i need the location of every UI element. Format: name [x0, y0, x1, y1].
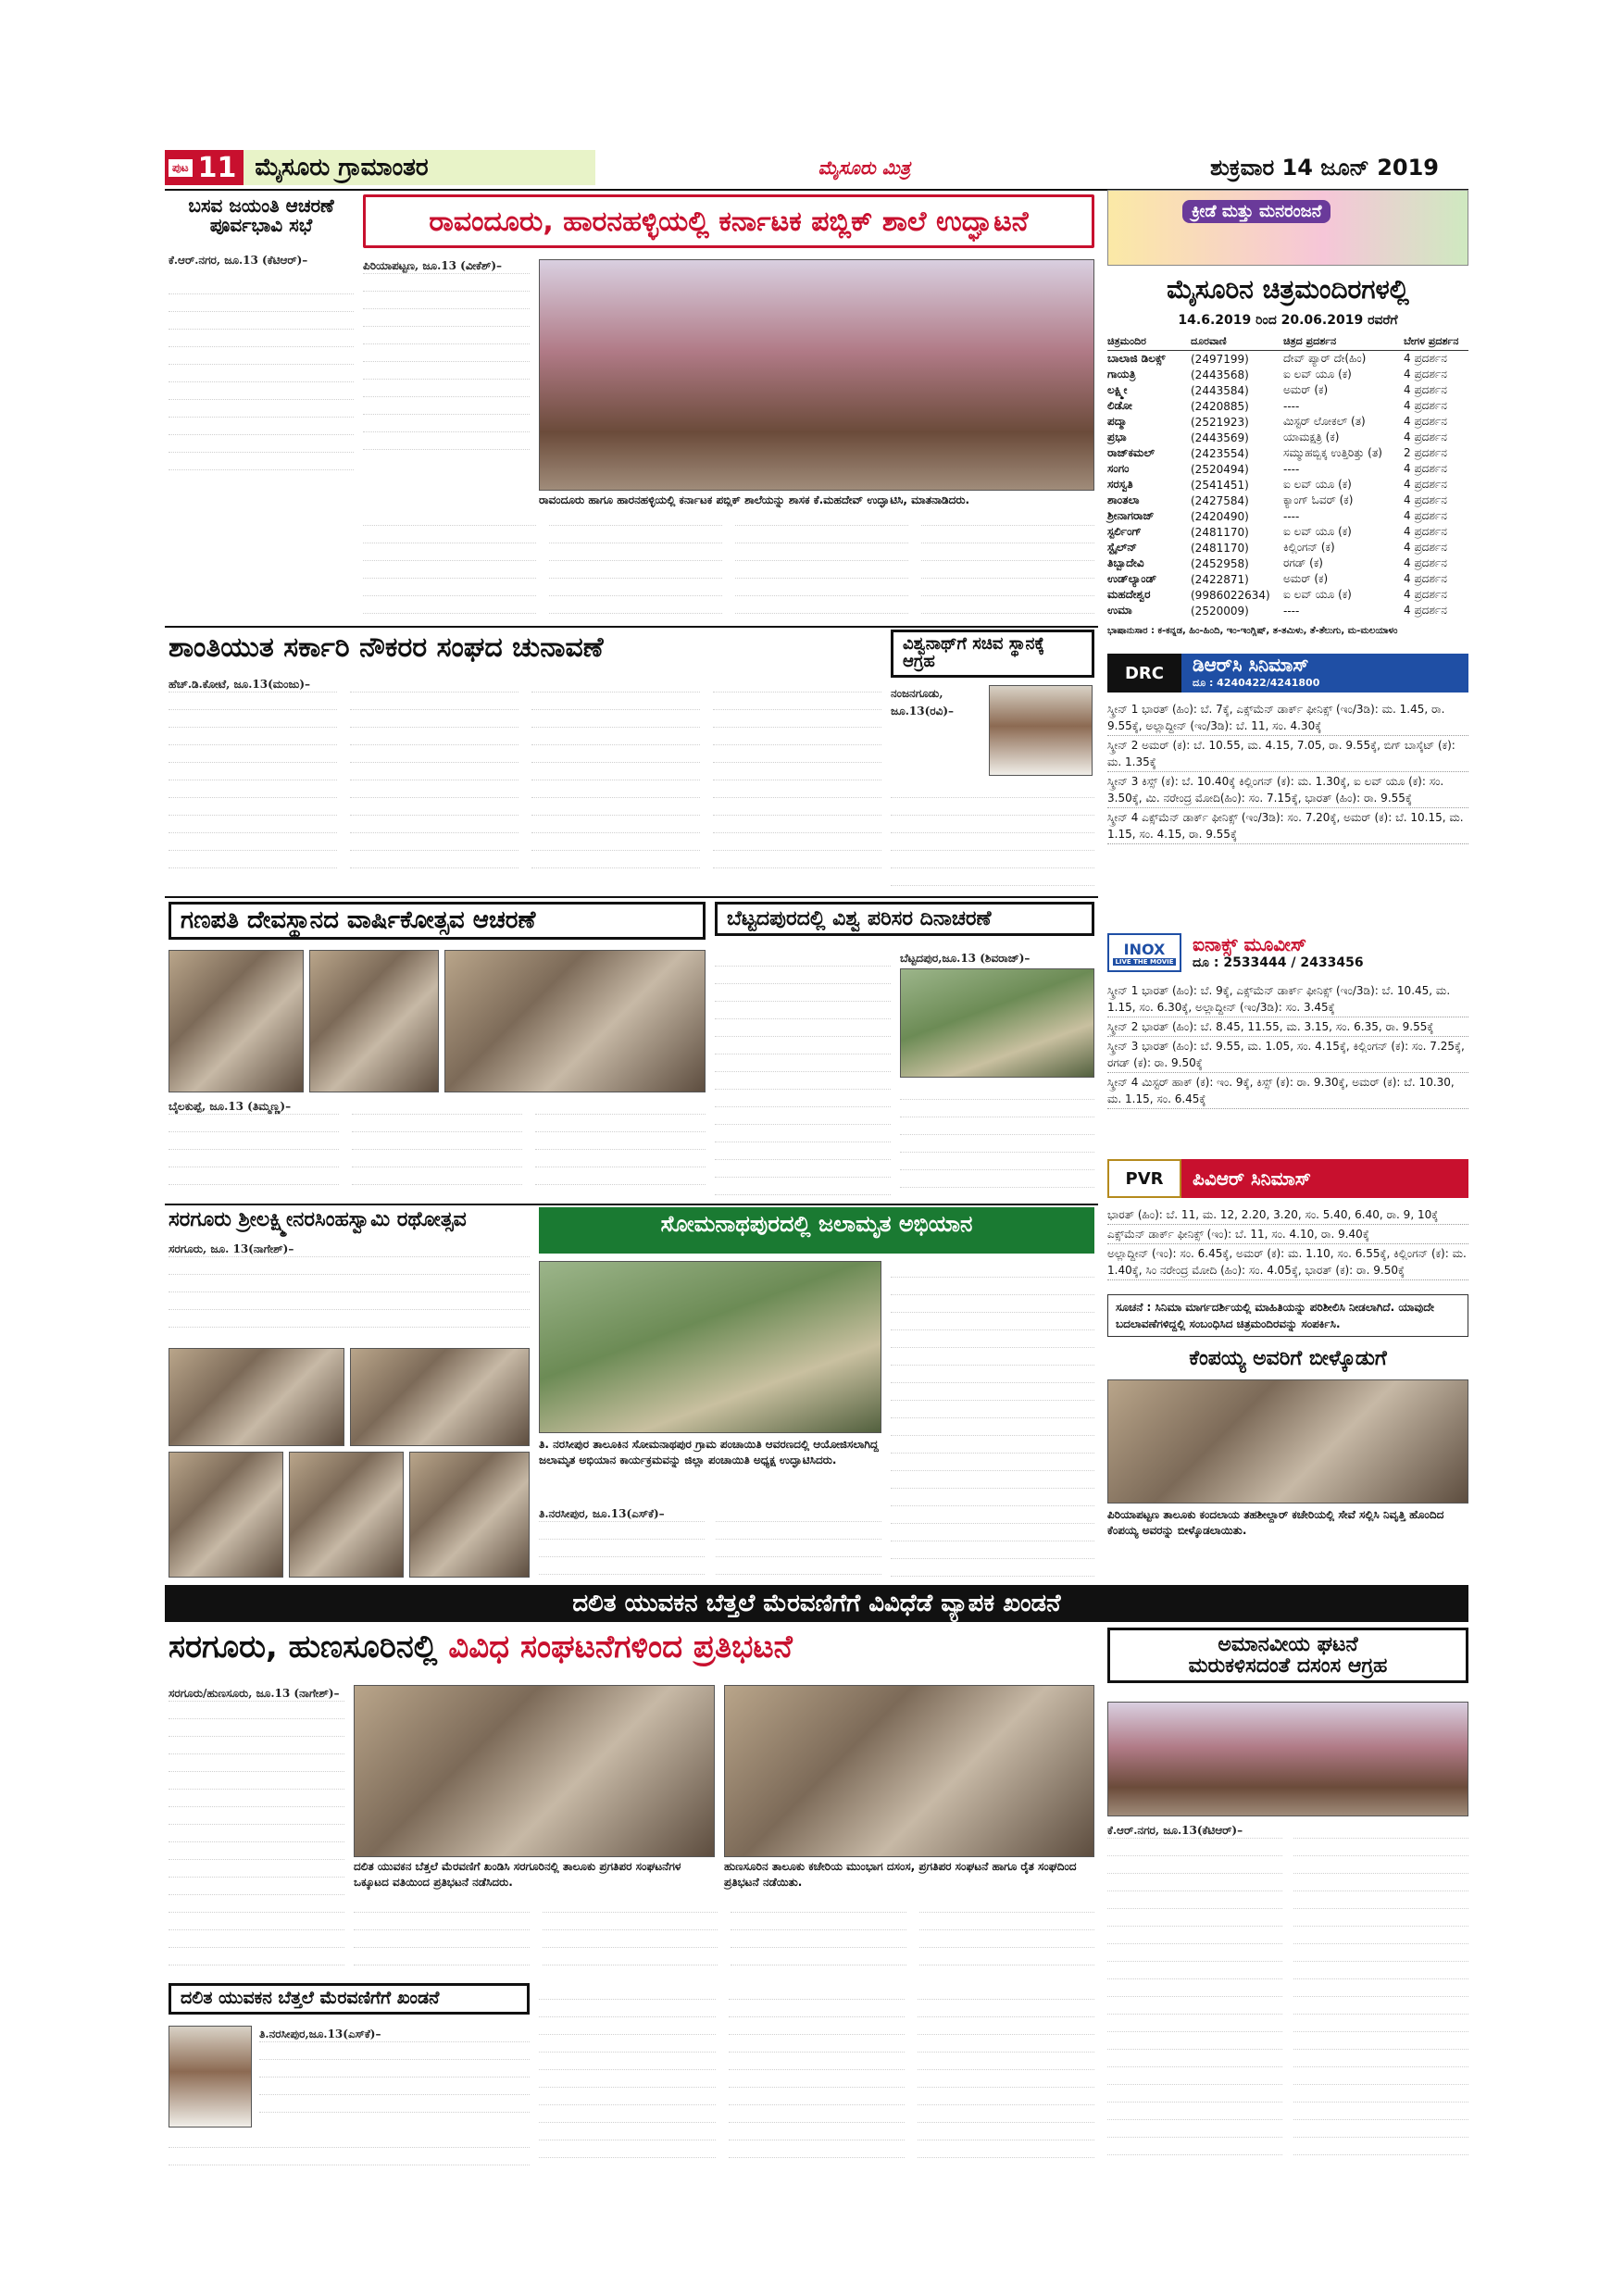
vishwanath-body	[891, 781, 1094, 891]
sargur-protest-caption-2: ಹುಣಸೂರಿನ ತಾಲೂಕು ಕಚೇರಿಯ ಮುಂಭಾಗ ದಸಂಸ, ಪ್ರಗತಿಪರ ಸಂಘಟನೆ ಹಾಗೂ ರೈತ ಸಂಘದಿಂದ ಪ್ರತಿಭಟನೆ ನಡೆಯಿತು.	[724, 1859, 1094, 1890]
cinema-phone: (2427584)	[1191, 493, 1249, 507]
cinema-row	[1107, 603, 1468, 618]
ravandur-photo	[539, 259, 1094, 491]
bettadapura-dateline: ಬೆಟ್ಟದಪುರ,ಜೂ.13 (ಶಿವರಾಜ್)–	[900, 952, 1031, 965]
cinema-theatre: ಶಾಂತಲಾ	[1107, 493, 1140, 506]
basava-dateline: ಕೆ.ಆರ್.ನಗರ, ಜೂ.13 (ಕೆಟಿಆರ್)–	[169, 254, 308, 267]
sargur-protest-body-2	[354, 1896, 1094, 1976]
cinema-phone: (2481170)	[1191, 525, 1249, 539]
rathotsava-photo-1	[169, 1348, 344, 1446]
ravandur-body	[363, 509, 1094, 618]
dalit-khandane-portrait	[169, 2026, 252, 2128]
somanathapura-body	[539, 1505, 881, 1578]
dalit-banner: ದಲಿತ ಯುವಕನ ಬೆತ್ತಲೆ ಮೆರವಣಿಗೆಗೆ ವಿವಿಧೆಡೆ ವ್ಯಾಪಕ ಖಂಡನೆ	[165, 1585, 1468, 1622]
cinema-theatre: ತಿಬ್ಬಾದೇವಿ	[1107, 556, 1144, 569]
cinema-guide-title: ಮೈಸೂರಿನ ಚಿತ್ರಮಂದಿರಗಳಲ್ಲಿ	[1167, 274, 1409, 305]
cinema-theatre: ಸ್ಟೈಲ್‌ನ್	[1107, 541, 1137, 554]
ganapati-dateline: ಬೈಲಕುಪ್ಪೆ, ಜೂ.13 (ತಿಮ್ಮಣ್ಣ)–	[169, 1098, 339, 1115]
cinema-phone: (2521923)	[1191, 415, 1249, 429]
dalit-khandane-body	[259, 2026, 530, 2128]
inox-screen-2: ಸ್ಕ್ರೀನ್ 2 ಭಾರತ್ (ಹಿಂ): ಬೆ. 8.45, 11.55, ಮ. 3.15, ಸಂ. 6.35, ರಾ. 9.55ಕ್ಕೆ	[1107, 1017, 1468, 1037]
cinema-phone: (2423554)	[1191, 446, 1249, 460]
cinema-shows: 4 ಪ್ರದರ್ಶನ	[1404, 509, 1447, 522]
dalit-khandane-headline: ದಲಿತ ಯುವಕನ ಬೆತ್ತಲೆ ಮೆರವಣಿಗೆಗೆ ಖಂಡನೆ	[169, 1983, 530, 2015]
row-divider	[165, 626, 1098, 628]
drc-title-block	[1181, 654, 1468, 693]
ravandur-caption: ರಾವಂದೂರು ಹಾಗೂ ಹಾರನಹಳ್ಳಿಯಲ್ಲಿ ಕರ್ನಾಟಕ ಪಬ್ಲಿಕ್ ಶಾಲೆಯನ್ನು ಶಾಸಕ ಕೆ.ಮಹದೇವ್ ಉದ್ಘಾಟಿಸಿ, ಮಾತನಾಡಿದರು.	[539, 493, 1094, 508]
cinema-row	[1107, 367, 1468, 382]
paper-logo: ಮೈಸೂರು ಮಿತ್ರ	[818, 156, 911, 179]
amanaviya-headline-2: ಮರುಕಳಿಸದಂತೆ ದಸಂಸ ಆಗ್ರಹ	[1188, 1654, 1388, 1678]
cinema-theatre: ಸರಸ್ವತಿ	[1107, 478, 1133, 491]
cinema-phone: (2443584)	[1191, 383, 1249, 397]
cinema-movie: ----	[1283, 462, 1300, 476]
cinema-shows: 4 ಪ್ರದರ್ಶನ	[1404, 368, 1447, 381]
cinema-movie: ಮಿಸ್ಟರ್ ಲೋಕಲ್ (ತ)	[1283, 415, 1366, 428]
somanathapura-photo	[539, 1261, 881, 1433]
inox-screen-4: ಸ್ಕ್ರೀನ್ 4 ಮಿಸ್ಟರ್ ಹಾಕ್ (ಕ): ಇಂ. 9ಕ್ಕೆ, ಕಿಸ್ಸ್ (ಕ): ರಾ. 9.30ಕ್ಕೆ, ಅಮರ್ (ಕ): ಬೆ. 10.30, ಮ. 1.15, ಸಂ. 6.45ಕ್ಕೆ	[1107, 1073, 1468, 1109]
cinema-movie: ----	[1283, 509, 1300, 523]
sargur-protest-headline	[169, 1628, 1085, 1666]
inox-title-block	[1181, 933, 1468, 972]
cinema-row	[1107, 571, 1468, 587]
masthead	[165, 148, 1461, 187]
inox-title: ಐನಾಕ್ಸ್ ಮೂವೀಸ್	[1193, 933, 1307, 955]
cinema-row	[1107, 540, 1468, 555]
somanathapura-caption: ತಿ. ನರಸೀಪುರ ತಾಲೂಕಿನ ಸೋಮನಾಥಪುರ ಗ್ರಾಮ ಪಂಚಾಯಿತಿ ಆವರಣದಲ್ಲಿ ಆಯೋಜಿಸಲಾಗಿದ್ದ ಜಲಾಮೃತ ಅಭಿಯಾನ ಕಾರ್ಯಕ್ರಮವನ್ನು ಜಿಲ್ಲಾ ಪಂಚಾಯಿತಿ ಅಧ್ಯಕ್ಷ ಉದ್ಘಾಟಿಸಿದರು.	[539, 1437, 881, 1468]
row-divider	[165, 1204, 1098, 1205]
drc-phone: ದೂ : 4240422/4241800	[1193, 677, 1320, 689]
cinema-row	[1107, 461, 1468, 477]
amanaviya-body	[1107, 1822, 1468, 2177]
ganapati-headline: ಗಣಪತಿ ದೇವಸ್ಥಾನದ ವಾರ್ಷಿಕೋತ್ಸವ ಆಚರಣೆ	[169, 902, 706, 940]
cinema-shows: 4 ಪ್ರದರ್ಶನ	[1404, 383, 1447, 396]
pvr-title: ಪಿವಿಆರ್ ಸಿನಿಮಾಸ್	[1181, 1159, 1468, 1198]
vishwanath-headline: ವಿಶ್ವನಾಥ್‌ಗೆ ಸಚಿವ ಸ್ಥಾನಕ್ಕೆ ಆಗ್ರಹ	[891, 630, 1094, 678]
kempayya-photo	[1107, 1379, 1468, 1504]
cinema-row	[1107, 382, 1468, 398]
cinema-row	[1107, 493, 1468, 508]
cinema-movie: ಐ ಲವ್ ಯೂ (ಕ)	[1283, 478, 1352, 491]
drc-screen-1: ಸ್ಕ್ರೀನ್ 1 ಭಾರತ್ (ಹಿಂ): ಬೆ. 7ಕ್ಕೆ, ಎಕ್ಸ್‌ಮೆನ್ ಡಾರ್ಕ್ ಫೀನಿಕ್ಸ್ (ಇಂ/3ಡಿ): ಮ. 1.45, ರಾ. 9.55ಕ್ಕೆ, ಅಲ್ಲಾದ್ದೀನ್ (ಇಂ/3ಡಿ): ಬೆ. 11, ಸಂ. 4.30ಕ್ಕೆ	[1107, 700, 1468, 736]
amanaviya-headline-1: ಅಮಾನವೀಯ ಘಟನೆ	[1218, 1633, 1358, 1656]
cinema-theatre: ಲಕ್ಷ್ಮೀ	[1107, 383, 1128, 396]
cinema-theatre: ಬಾಲಾಜಿ ಡಿಲಕ್ಸ್	[1107, 352, 1166, 365]
sargur-lakshmi-headline: ಸರಗೂರು ಶ್ರೀಲಕ್ಷ್ಮೀನರಸಿಂಹಸ್ವಾಮಿ ರಥೋತ್ಸವ	[169, 1208, 467, 1231]
inox-logo-text: INOX	[1123, 940, 1166, 958]
sargur-protest-photo-1	[354, 1685, 715, 1857]
rathotsava-photo-4	[289, 1452, 404, 1578]
page-number-badge	[165, 150, 244, 185]
cinema-phone: (2481170)	[1191, 541, 1249, 555]
vishwanath-dateline: ನಂಜನಗೂಡು, ಜೂ.13(ರವಿ)–	[891, 687, 955, 718]
cinema-shows: 4 ಪ್ರದರ್ಶನ	[1404, 415, 1447, 428]
pvr-banner	[1107, 1157, 1468, 1200]
basava-body	[169, 278, 354, 472]
pvr-show-3: ಅಲ್ಲಾದ್ದೀನ್ (ಇಂ): ಸಂ. 6.45ಕ್ಕೆ, ಅಮರ್ (ಕ): ಮ. 1.10, ಸಂ. 6.55ಕ್ಕೆ, ಕಿಲ್ಲಿಂಗನ್ (ಕ): ಮ. 1.40ಕ್ಕೆ, ಸಿಂ ನರೇಂದ್ರ ಮೋದಿ (ಹಿಂ): ಸಂ. 4.05ಕ್ಕೆ, ಭಾರತ್ (ಕ): ರಾ. 9.50ಕ್ಕೆ	[1107, 1244, 1468, 1280]
ravandur-dateline: ಪಿರಿಯಾಪಟ್ಟಣ, ಜೂ.13 (ವೀಕೆಶ್)–	[363, 257, 530, 274]
cinema-shows: 4 ಪ್ರದರ್ಶನ	[1404, 572, 1447, 585]
page-label: ಪುಟ	[169, 159, 193, 177]
hunsur-protest-photo	[724, 1685, 1094, 1857]
somanathapura-body-2	[891, 1261, 1094, 1578]
cinema-movie: ----	[1283, 399, 1300, 413]
cinema-phone: (2541451)	[1191, 478, 1249, 492]
ravandur-headline: ರಾವಂದೂರು, ಹಾರನಹಳ್ಳಿಯಲ್ಲಿ ಕರ್ನಾಟಕ ಪಬ್ಲಿಕ್ ಶಾಲೆ ಉದ್ಘಾಟನೆ	[363, 194, 1094, 248]
cinema-theatre: ಪ್ರಭಾ	[1107, 430, 1127, 443]
inox-screen-3: ಸ್ಕ್ರೀನ್ 3 ಭಾರತ್ (ಹಿಂ): ಬೆ. 9.55, ಮ. 1.05, ಸಂ. 4.15ಕ್ಕೆ, ಕಿಲ್ಲಿಂಗನ್ (ಕ): ಸಂ. 7.25ಕ್ಕೆ, ರಗಡ್ (ಕ): ರಾ. 9.50ಕ್ಕೆ	[1107, 1037, 1468, 1073]
shantiyuta-body	[169, 676, 881, 880]
inox-phone: ದೂ : 2533444 / 2433456	[1193, 955, 1364, 970]
cinema-phone: (2443568)	[1191, 368, 1249, 381]
drc-title: ಡಿಆರ್‌ಸಿ ಸಿನಿಮಾಸ್	[1193, 654, 1309, 676]
cinema-phone: (2420490)	[1191, 509, 1249, 523]
rathotsava-photo-3	[169, 1452, 283, 1578]
cinema-theatre: ಪದ್ಮಾ	[1107, 415, 1128, 428]
cinema-theatre: ರಾಜ್‌ಕಮಲ್	[1107, 446, 1156, 459]
cinema-theatre: ಸಂಗಂ	[1107, 462, 1130, 475]
cinema-movie: ----	[1283, 604, 1300, 618]
drc-screen-3: ಸ್ಕ್ರೀನ್ 3 ಕಿಸ್ಸ್ (ಕ): ಬೆ. 10.40ಕ್ಕೆ ಕಿಲ್ಲಿಂಗನ್ (ಕ): ಮ. 1.30ಕ್ಕೆ, ಐ ಲವ್ ಯೂ (ಕ): ಸಂ. 3.50ಕ್ಕೆ, ಮಿ. ನರೇಂದ್ರ ಮೋದಿ(ಹಿಂ): ಸಂ. 7.15ಕ್ಕೆ, ಭಾರತ್ (ಹಿಂ): ರಾ. 9.55ಕ್ಕೆ	[1107, 772, 1468, 808]
inox-logo-sub: LIVE THE MOVIE	[1115, 957, 1174, 966]
ganapati-body	[169, 1098, 706, 1198]
cinema-row	[1107, 398, 1468, 414]
cinema-col-phone: ದೂರವಾಣಿ	[1191, 333, 1283, 351]
cinema-theatre: ಸ್ಟರ್ಲಿಂಗ್	[1107, 525, 1142, 538]
sports-banner-title: ಕ್ರೀಡೆ ಮತ್ತು ಮನರಂಜನೆ	[1182, 200, 1330, 223]
drc-shows	[1107, 700, 1468, 844]
sargur-protest-body-3	[539, 1983, 1094, 2177]
pvr-show-2: ಎಕ್ಸ್‌ಮೆನ್ ಡಾರ್ಕ್ ಫೀನಿಕ್ಸ್ (ಇಂ): ಬೆ. 11, ಸಂ. 4.10, ರಾ. 9.40ಕ್ಕೆ	[1107, 1225, 1468, 1244]
ganapati-photo-1	[169, 950, 304, 1092]
shantiyuta-headline: ಶಾಂತಿಯುತ ಸರ್ಕಾರಿ ನೌಕರರ ಸಂಘದ ಚುನಾವಣೆ	[169, 631, 604, 664]
cinema-row	[1107, 445, 1468, 461]
kempayya-headline: ಕೆಂಪಯ್ಯ ಅವರಿಗೆ ಬೀಳ್ಕೊಡುಗೆ	[1189, 1347, 1387, 1370]
cinema-movie: ಐ ಲವ್ ಯೂ (ಕ)	[1283, 525, 1352, 538]
sargur-protest-headline-red: ವಿವಿಧ ಸಂಘಟನೆಗಳಿಂದ ಪ್ರತಿಭಟನೆ	[448, 1628, 793, 1666]
bettadapura-body	[715, 950, 891, 1198]
cinema-legend: ಭಾಷಾನುಸಾರ : ಕ-ಕನ್ನಡ, ಹಿಂ-ಹಿಂದಿ, ಇಂ-ಇಂಗ್ಲಿಷ್, ತ-ತಮಿಳು, ತೆ-ತೆಲುಗು, ಮ-ಮಲಯಾಳಂ	[1107, 626, 1398, 636]
drc-logo: DRC	[1107, 654, 1181, 693]
dalit-khandane-dateline: ತಿ.ನರಸೀಪುರ,ಜೂ.13(ಎಸ್‌ಕೆ)–	[259, 2026, 530, 2042]
cinema-row	[1107, 508, 1468, 524]
rathotsava-photo-5	[409, 1452, 530, 1578]
section-title: ಮೈಸೂರು ಗ್ರಾಮಾಂತರ	[244, 150, 595, 185]
pvr-show-1: ಭಾರತ್ (ಹಿಂ): ಬೆ. 11, ಮ. 12, 2.20, 3.20, ಸಂ. 5.40, 6.40, ರಾ. 9, 10ಕ್ಕೆ	[1107, 1205, 1468, 1225]
drc-screen-2: ಸ್ಕ್ರೀನ್ 2 ಅಮರ್ (ಕ): ಬೆ. 10.55, ಮ. 4.15, 7.05, ರಾ. 9.55ಕ್ಕೆ, ಬಿಗ್ ಬಾಸ್ಕೆಟ್ (ಕ): ಮ. 1.35ಕ್ಕೆ	[1107, 736, 1468, 772]
cinema-theatre: ಉಮಾ	[1107, 604, 1132, 617]
cinema-phone: (2422871)	[1191, 572, 1249, 586]
cinema-row	[1107, 414, 1468, 430]
cinema-shows: 4 ಪ್ರದರ್ಶನ	[1404, 493, 1447, 506]
cinema-movie: ಐ ಲವ್ ಯೂ (ಕ)	[1283, 368, 1352, 381]
somanathapura-headline: ಸೋಮನಾಥಪುರದಲ್ಲಿ ಜಲಾಮೃತ ಅಭಿಯಾನ	[539, 1207, 1094, 1254]
sargur-protest-body-1	[169, 1685, 344, 1976]
sargur-lakshmi-dateline: ಸರಗೂರು, ಜೂ. 13(ನಾಗೇಶ್)–	[169, 1241, 530, 1257]
cinema-row	[1107, 524, 1468, 540]
issue-date: ಶುಕ್ರವಾರ 14 ಜೂನ್ 2019	[1210, 155, 1439, 181]
cinema-shows: 4 ಪ್ರದರ್ಶನ	[1404, 399, 1447, 412]
bettadapura-body-2	[900, 1083, 1094, 1198]
cinema-shows: 4 ಪ್ರದರ್ಶನ	[1404, 588, 1447, 601]
rathotsava-photo-2	[350, 1348, 530, 1446]
cinema-theatre: ಶ್ರೀನಾಗರಾಜ್	[1107, 509, 1155, 522]
cinema-theatre: ಮಹದೇಶ್ವರ	[1107, 588, 1151, 601]
cinema-shows: 4 ಪ್ರದರ್ಶನ	[1404, 352, 1447, 365]
cinema-guide-date-range: 14.6.2019 ರಿಂದ 20.06.2019 ರವರೆಗೆ	[1178, 313, 1398, 328]
cinema-phone: (2497199)	[1191, 352, 1249, 366]
cinema-movie: ರಗಡ್ (ಕ)	[1283, 556, 1323, 569]
somanathapura-dateline: ತಿ.ನರಸೀಪುರ, ಜೂ.13(ಎಸ್‌ಕೆ)–	[539, 1505, 705, 1522]
cinema-phone: (2420885)	[1191, 399, 1249, 413]
cinema-shows: 4 ಪ್ರದರ್ಶನ	[1404, 462, 1447, 475]
cinema-row	[1107, 351, 1468, 368]
inox-shows	[1107, 981, 1468, 1109]
drc-screen-4: ಸ್ಕ್ರೀನ್ 4 ಎಕ್ಸ್‌ಮೆನ್ ಡಾರ್ಕ್ ಫೀನಿಕ್ಸ್ (ಇಂ/3ಡಿ): ಸಂ. 7.20ಕ್ಕೆ, ಅಮರ್ (ಕ): ಬೆ. 10.15, ಮ. 1.15, ಸಂ. 4.15, ರಾ. 9.55ಕ್ಕೆ	[1107, 808, 1468, 844]
cinema-movie: ಅಮರ್ (ಕ)	[1283, 383, 1329, 396]
sargur-protest-caption-1: ದಲಿತ ಯುವಕನ ಬೆತ್ತಲೆ ಮೆರವಣಿಗೆ ಖಂಡಿಸಿ ಸರಗೂರಿನಲ್ಲಿ ತಾಲೂಕು ಪ್ರಗತಿಪರ ಸಂಘಟನೆಗಳ ಒಕ್ಕೂಟದ ವತಿಯಿಂದ ಪ್ರತಿಭಟನೆ ನಡೆಸಿದರು.	[354, 1859, 715, 1890]
cinema-shows: 4 ಪ್ರದರ್ಶನ	[1404, 430, 1447, 443]
ravandur-body-col1	[363, 257, 530, 461]
shantiyuta-dateline: ಹೆಚ್.ಡಿ.ಕೋಟೆ, ಜೂ.13(ಮಂಜು)–	[169, 676, 337, 693]
pvr-logo: PVR	[1107, 1159, 1181, 1198]
bettadapura-headline: ಬೆಟ್ಟದಪುರದಲ್ಲಿ ವಿಶ್ವ ಪರಿಸರ ದಿನಾಚರಣೆ	[715, 902, 1094, 936]
amanaviya-photo	[1107, 1702, 1468, 1816]
cinema-shows: 4 ಪ್ರದರ್ಶನ	[1404, 604, 1447, 617]
inox-logo	[1107, 933, 1181, 972]
cinema-phone: (2520009)	[1191, 604, 1249, 618]
cinema-movie: ಸಮ್ಮುಹಬ್ಬಿಕ್ಕ ಉತ್ತಿರಿತ್ತು (ತ)	[1283, 446, 1382, 459]
cinema-rows	[1107, 351, 1468, 619]
vishwanath-portrait	[989, 685, 1093, 776]
sargur-protest-dateline: ಸರಗೂರು/ಹುಣಸೂರು, ಜೂ.13 (ನಾಗೇಶ್)–	[169, 1685, 344, 1702]
cinema-row	[1107, 555, 1468, 571]
ganapati-photo-3	[444, 950, 706, 1092]
cinema-col-movie: ಚಿತ್ರದ ಪ್ರದರ್ಶನ	[1283, 333, 1404, 351]
inox-banner	[1107, 931, 1468, 974]
basava-headline: ಬಸವ ಜಯಂತಿ ಆಚರಣೆ ಪೂರ್ವಭಾವಿ ಸಭೆ	[188, 194, 334, 236]
cinema-movie: ಯಾಮಕ್ಷತ್ರಿ (ಕ)	[1283, 430, 1340, 443]
page-number: 11	[197, 151, 237, 184]
cinema-col-theatre: ಚಿತ್ರಮಂದಿರ	[1107, 333, 1191, 351]
cinema-movie: ಅಮರ್ (ಕ)	[1283, 572, 1329, 585]
cinema-theatre: ಲಿಡೋ	[1107, 399, 1132, 412]
cinema-shows: 4 ಪ್ರದರ್ಶನ	[1404, 556, 1447, 569]
amanaviya-dateline: ಕೆ.ಆರ್.ನಗರ, ಜೂ.13(ಕೆಟಿಆರ್)–	[1107, 1822, 1282, 1839]
dalit-khandane-body-2	[169, 2131, 530, 2177]
sports-banner	[1107, 190, 1468, 266]
cinema-notice: ಸೂಚನೆ : ಸಿನಿಮಾ ಮಾರ್ಗದರ್ಶಿಯಲ್ಲಿ ಮಾಹಿತಿಯನ್ನು ಪರಿಶೀಲಿಸಿ ನೀಡಲಾಗಿದೆ. ಯಾವುದೇ ಬದಲಾವಣೆಗಳಿದ್ದಲ್ಲಿ ಸಂಬಂಧಿಸಿದ ಚಿತ್ರಮಂದಿರವನ್ನು ಸಂಪರ್ಕಿಸಿ.	[1107, 1294, 1468, 1337]
cinema-movie: ಕ್ಯಾಂಗ್ ಓವರ್ (ಕ)	[1283, 493, 1354, 506]
amanaviya-headline	[1107, 1628, 1468, 1683]
cinema-row	[1107, 477, 1468, 493]
sargur-lakshmi-body	[169, 1241, 530, 1342]
cinema-phone: (2452958)	[1191, 556, 1249, 570]
inox-screen-1: ಸ್ಕ್ರೀನ್ 1 ಭಾರತ್ (ಹಿಂ): ಬೆ. 9ಕ್ಕೆ, ಎಕ್ಸ್‌ಮೆನ್ ಡಾರ್ಕ್ ಫೀನಿಕ್ಸ್ (ಇಂ/3ಡಿ): ಬೆ. 10.45, ಮ. 1.15, ಸಂ. 6.30ಕ್ಕೆ, ಅಲ್ಲಾದ್ದೀನ್ (ಇಂ/3ಡಿ): ಸಂ. 3.45ಕ್ಕೆ	[1107, 981, 1468, 1017]
cinema-shows: 4 ಪ್ರದರ್ಶನ	[1404, 478, 1447, 491]
ganapati-photo-2	[309, 950, 439, 1092]
cinema-shows: 4 ಪ್ರದರ್ಶನ	[1404, 525, 1447, 538]
cinema-theatre: ಗಾಯತ್ರಿ	[1107, 368, 1136, 381]
cinema-phone: (2443569)	[1191, 430, 1249, 444]
kempayya-caption: ಪಿರಿಯಾಪಟ್ಟಣ ತಾಲೂಕು ಕಂದಲಾಯ ತಹಶೀಲ್ದಾರ್ ಕಚೇರಿಯಲ್ಲಿ ಸೇವೆ ಸಲ್ಲಿಸಿ ನಿವೃತ್ತಿ ಹೊಂದಿದ ಕೆಂಪಯ್ಯ ಅವರನ್ನು ಬೀಳ್ಕೊಡಲಾಯಿತು.	[1107, 1507, 1468, 1539]
sargur-protest-headline-black: ಸರಗೂರು, ಹುಣಸೂರಿನಲ್ಲಿ	[169, 1628, 449, 1666]
cinema-row	[1107, 587, 1468, 603]
cinema-shows: 2 ಪ್ರದರ್ಶನ	[1404, 446, 1447, 459]
cinema-row	[1107, 430, 1468, 445]
row-divider	[165, 896, 1098, 898]
cinema-phone: (9986022634)	[1191, 588, 1270, 602]
drc-banner	[1107, 652, 1468, 694]
cinema-movie: ಕಿಲ್ಲಿಂಗನ್ (ಕ)	[1283, 541, 1335, 554]
cinema-shows: 4 ಪ್ರದರ್ಶನ	[1404, 541, 1447, 554]
cinema-table	[1107, 333, 1468, 618]
cinema-movie: ಐ ಲವ್ ಯೂ (ಕ)	[1283, 588, 1352, 601]
cinema-col-shows: ಬೇಗಳ ಪ್ರದರ್ಶನ	[1404, 333, 1468, 351]
cinema-theatre: ಉಡ್‌ಲ್ಯಾಂಡ್	[1107, 572, 1157, 585]
pvr-shows	[1107, 1205, 1468, 1280]
cinema-movie: ದೇವ್ ಪ್ಯಾರ್ ದೇ(ಹಿಂ)	[1283, 352, 1367, 365]
cinema-phone: (2520494)	[1191, 462, 1249, 476]
bettadapura-photo	[900, 968, 1094, 1078]
